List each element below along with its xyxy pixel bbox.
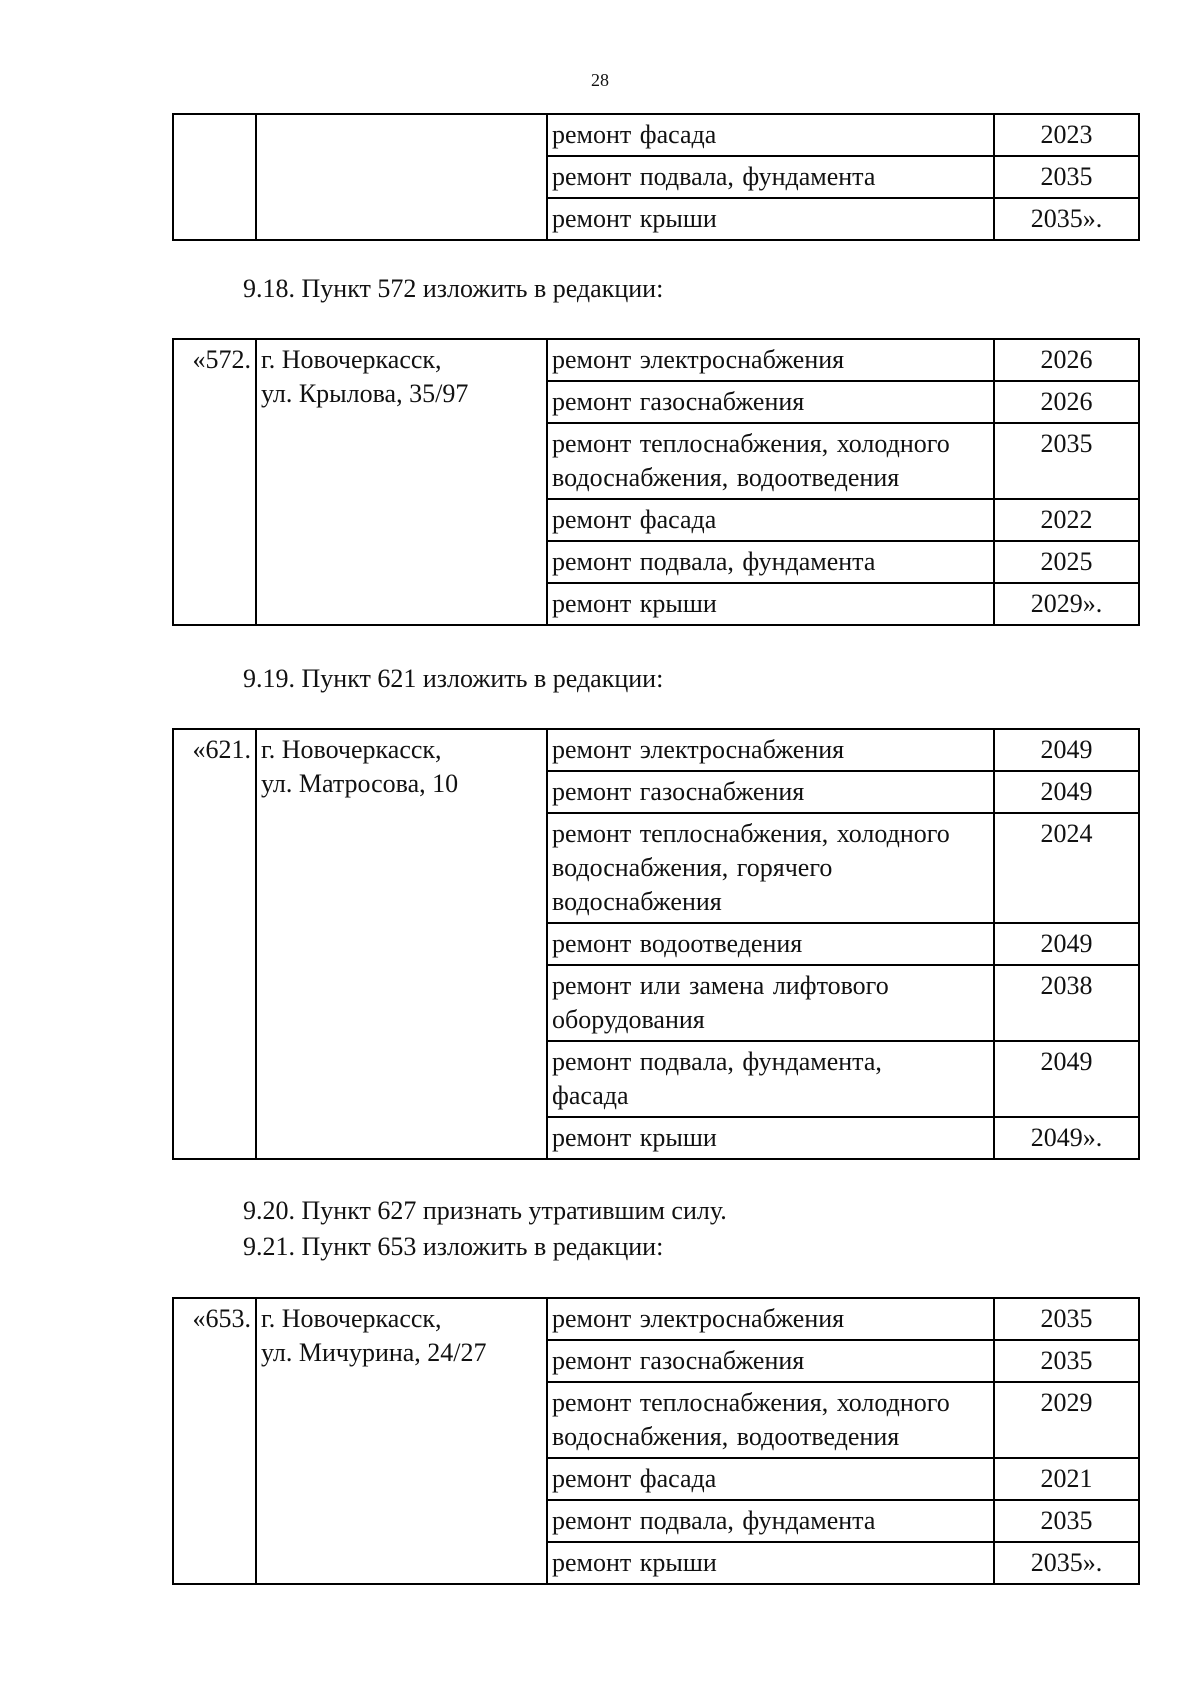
year-cell: 2029 [994,1382,1139,1458]
work-cell [547,1382,994,1458]
work-cell [547,813,994,923]
address-cell [256,114,547,240]
work-cell: ремонт фасада [547,499,994,541]
work-cell: ремонт водоотведения [547,923,994,965]
work-cell [547,423,994,499]
year-cell: 2049 [994,729,1139,771]
year-cell: 2026 [994,339,1139,381]
item-number: «621. [173,729,256,1159]
address-street: ул. Мичурина, 24/27 [261,1338,487,1367]
address-street: ул. Крылова, 35/97 [261,379,469,408]
table-continuation [172,113,1140,241]
address-cell [256,1298,547,1584]
work-cell: ремонт газоснабжения [547,1340,994,1382]
year-cell: 2021 [994,1458,1139,1500]
year-cell: 2023 [994,114,1139,156]
number-cell [173,114,256,240]
work-cell: ремонт газоснабжения [547,381,994,423]
year-cell: 2035 [994,1298,1139,1340]
work-line: ремонт теплоснабжения, холодного [552,429,950,458]
year-cell: 2035 [994,156,1139,198]
paragraph-9-20: 9.20. Пункт 627 признать утратившим силу. [243,1196,727,1225]
work-line: водоснабжения [552,887,722,916]
year-cell: 2049». [994,1117,1139,1159]
work-cell [547,965,994,1041]
work-line: водоснабжения, водоотведения [552,1422,900,1451]
year-cell: 2026 [994,381,1139,423]
work-cell: ремонт электроснабжения [547,339,994,381]
work-cell [547,1041,994,1117]
work-cell: ремонт фасада [547,1458,994,1500]
work-line: ремонт теплоснабжения, холодного [552,819,950,848]
year-cell: 2049 [994,771,1139,813]
work-line: оборудования [552,1005,705,1034]
work-line: ремонт подвала, фундамента, [552,1047,882,1076]
paragraph-9-18: 9.18. Пункт 572 изложить в редакции: [243,274,664,303]
year-cell: 2035 [994,423,1139,499]
address-cell [256,339,547,625]
table-item-572 [172,338,1140,626]
address-city: г. Новочеркасск, [261,345,442,374]
year-cell: 2038 [994,965,1139,1041]
work-cell: ремонт крыши [547,583,994,625]
address-city: г. Новочеркасск, [261,735,442,764]
work-cell: ремонт электроснабжения [547,1298,994,1340]
work-cell: ремонт электроснабжения [547,729,994,771]
table-item-653 [172,1297,1140,1585]
work-cell: ремонт подвала, фундамента [547,156,994,198]
year-cell: 2049 [994,923,1139,965]
year-cell: 2049 [994,1041,1139,1117]
work-cell: ремонт крыши [547,198,994,240]
work-line: ремонт или замена лифтового [552,971,889,1000]
year-cell: 2035 [994,1340,1139,1382]
work-line: водоснабжения, водоотведения [552,463,900,492]
address-city: г. Новочеркасск, [261,1304,442,1333]
work-cell: ремонт крыши [547,1117,994,1159]
table-row [173,1298,1139,1340]
address-cell [256,729,547,1159]
work-cell: ремонт подвала, фундамента [547,541,994,583]
item-number: «572. [173,339,256,625]
year-cell: 2029». [994,583,1139,625]
address-street: ул. Матросова, 10 [261,769,459,798]
work-line: фасада [552,1081,629,1110]
work-cell: ремонт подвала, фундамента [547,1500,994,1542]
work-cell: ремонт фасада [547,114,994,156]
year-cell: 2022 [994,499,1139,541]
table-row [173,339,1139,381]
year-cell: 2035 [994,1500,1139,1542]
work-line: водоснабжения, горячего [552,853,833,882]
paragraph-9-19: 9.19. Пункт 621 изложить в редакции: [243,664,664,693]
paragraph-9-21: 9.21. Пункт 653 изложить в редакции: [243,1232,664,1261]
item-number: «653. [173,1298,256,1584]
table-row [173,729,1139,771]
year-cell: 2035». [994,1542,1139,1584]
work-cell: ремонт газоснабжения [547,771,994,813]
work-line: ремонт теплоснабжения, холодного [552,1388,950,1417]
page-number: 28 [591,70,609,90]
table-item-621 [172,728,1140,1160]
table-row [173,114,1139,156]
work-cell: ремонт крыши [547,1542,994,1584]
year-cell: 2025 [994,541,1139,583]
year-cell: 2024 [994,813,1139,923]
year-cell: 2035». [994,198,1139,240]
